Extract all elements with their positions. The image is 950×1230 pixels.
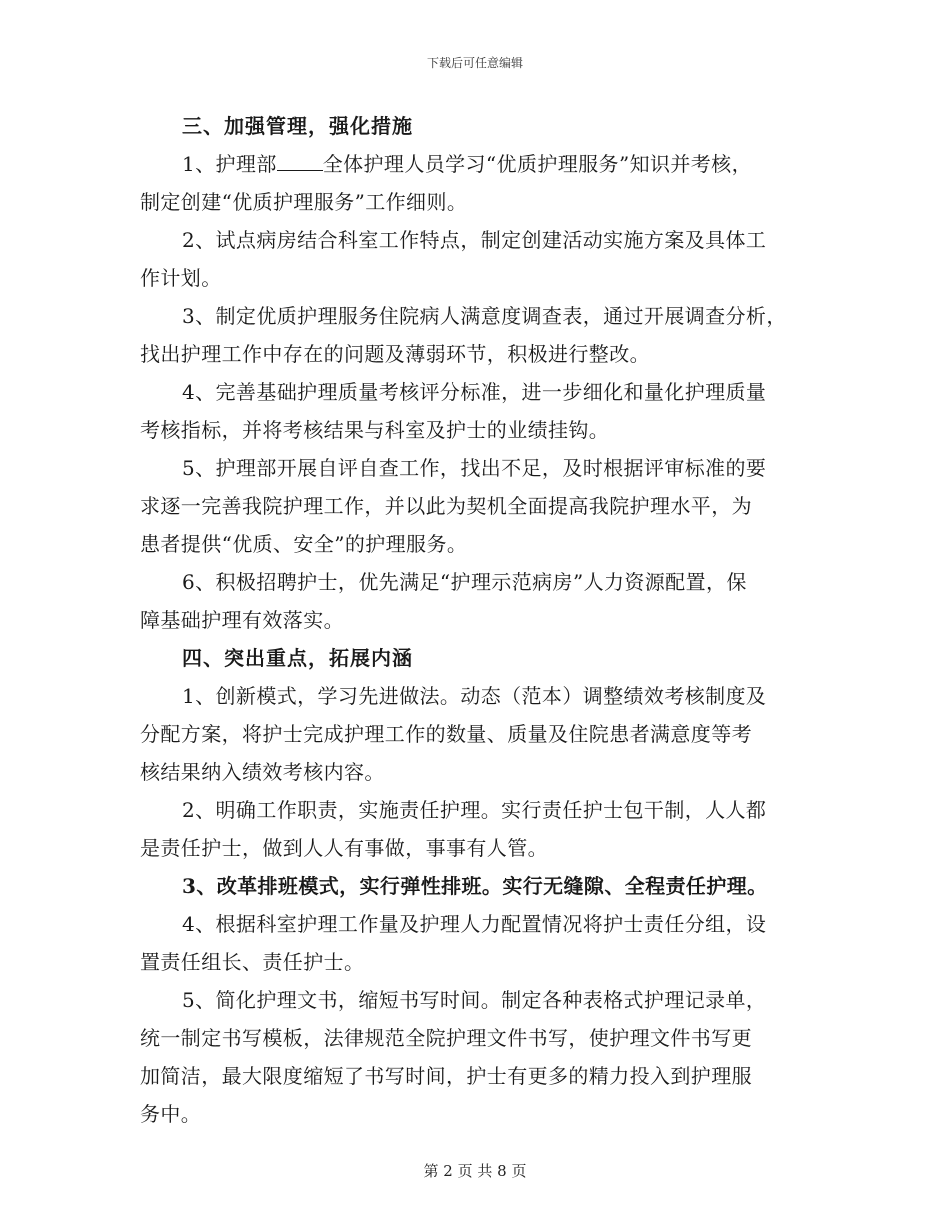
paragraph-line: 置责任组长、责任护士。 [140,950,365,974]
text-run: 1、护理部 [182,152,277,176]
paragraph-line: 1、创新模式，学习先进做法。动态（范本）调整绩效考核制度及 [182,684,767,708]
fill-in-blank [277,152,323,171]
paragraph-line: 4、根据科室护理工作量及护理人力配置情况将护士责任分组，设 [182,912,767,936]
paragraph-line: 障基础护理有效落实。 [140,608,344,632]
paragraph-line: 5、护理部开展自评自查工作，找出不足，及时根据评审标准的要 [182,456,767,480]
header-note: 下载后可任意编辑 [426,56,523,70]
section-heading-3: 三、加强管理，强化措施 [182,114,413,138]
section-heading-4: 四、突出重点，拓展内涵 [182,646,413,670]
paragraph-line: 核结果纳入绩效考核内容。 [140,760,385,784]
document-body [140,107,820,1133]
page-number: 第 2 页 共 8 页 [423,1162,527,1180]
paragraph-line [140,145,820,183]
paragraph-line: 务中。 [140,1102,202,1126]
paragraph-line: 分配方案，将护士完成护理工作的数量、质量及住院患者满意度等考 [140,722,752,746]
paragraph-line: 制定创建“优质护理服务”工作细则。 [140,190,468,214]
paragraph-line: 6、积极招聘护士，优先满足“护理示范病房”人力资源配置，保 [182,570,747,594]
paragraph-line: 3、制定优质护理服务住院病人满意度调查表，通过开展调查分析， [182,304,787,328]
paragraph-line: 加简洁，最大限度缩短了书写时间，护士有更多的精力投入到护理服 [140,1064,752,1088]
paragraph-line: 考核指标，并将考核结果与科室及护士的业绩挂钩。 [140,418,610,442]
paragraph-line: 求逐一完善我院护理工作，并以此为契机全面提高我院护理水平，为 [140,494,752,518]
paragraph-line: 5、简化护理文书，缩短书写时间。制定各种表格式护理记录单， [182,988,767,1012]
paragraph-line: 是责任护士，做到人人有事做，事事有人管。 [140,836,548,860]
paragraph-line: 患者提供“优质、安全”的护理服务。 [140,532,468,556]
paragraph-line: 4、完善基础护理质量考核评分标准，进一步细化和量化护理质量 [182,380,767,404]
paragraph-line: 作计划。 [140,266,222,290]
paragraph-line: 2、明确工作职责，实施责任护理。实行责任护士包干制，人人都 [182,798,767,822]
paragraph-line: 统一制定书写模板，法律规范全院护理文件书写，使护理文件书写更 [140,1026,752,1050]
paragraph-line: 找出护理工作中存在的问题及薄弱环节，积极进行整改。 [140,342,650,366]
text-run: 全体护理人员学习“优质护理服务”知识并考核， [322,152,752,176]
paragraph-line: 2、试点病房结合科室工作特点，制定创建活动实施方案及具体工 [182,228,767,252]
bold-paragraph-line: 3、改革排班模式，实行弹性排班。实行无缝隙、全程责任护理。 [182,874,768,898]
